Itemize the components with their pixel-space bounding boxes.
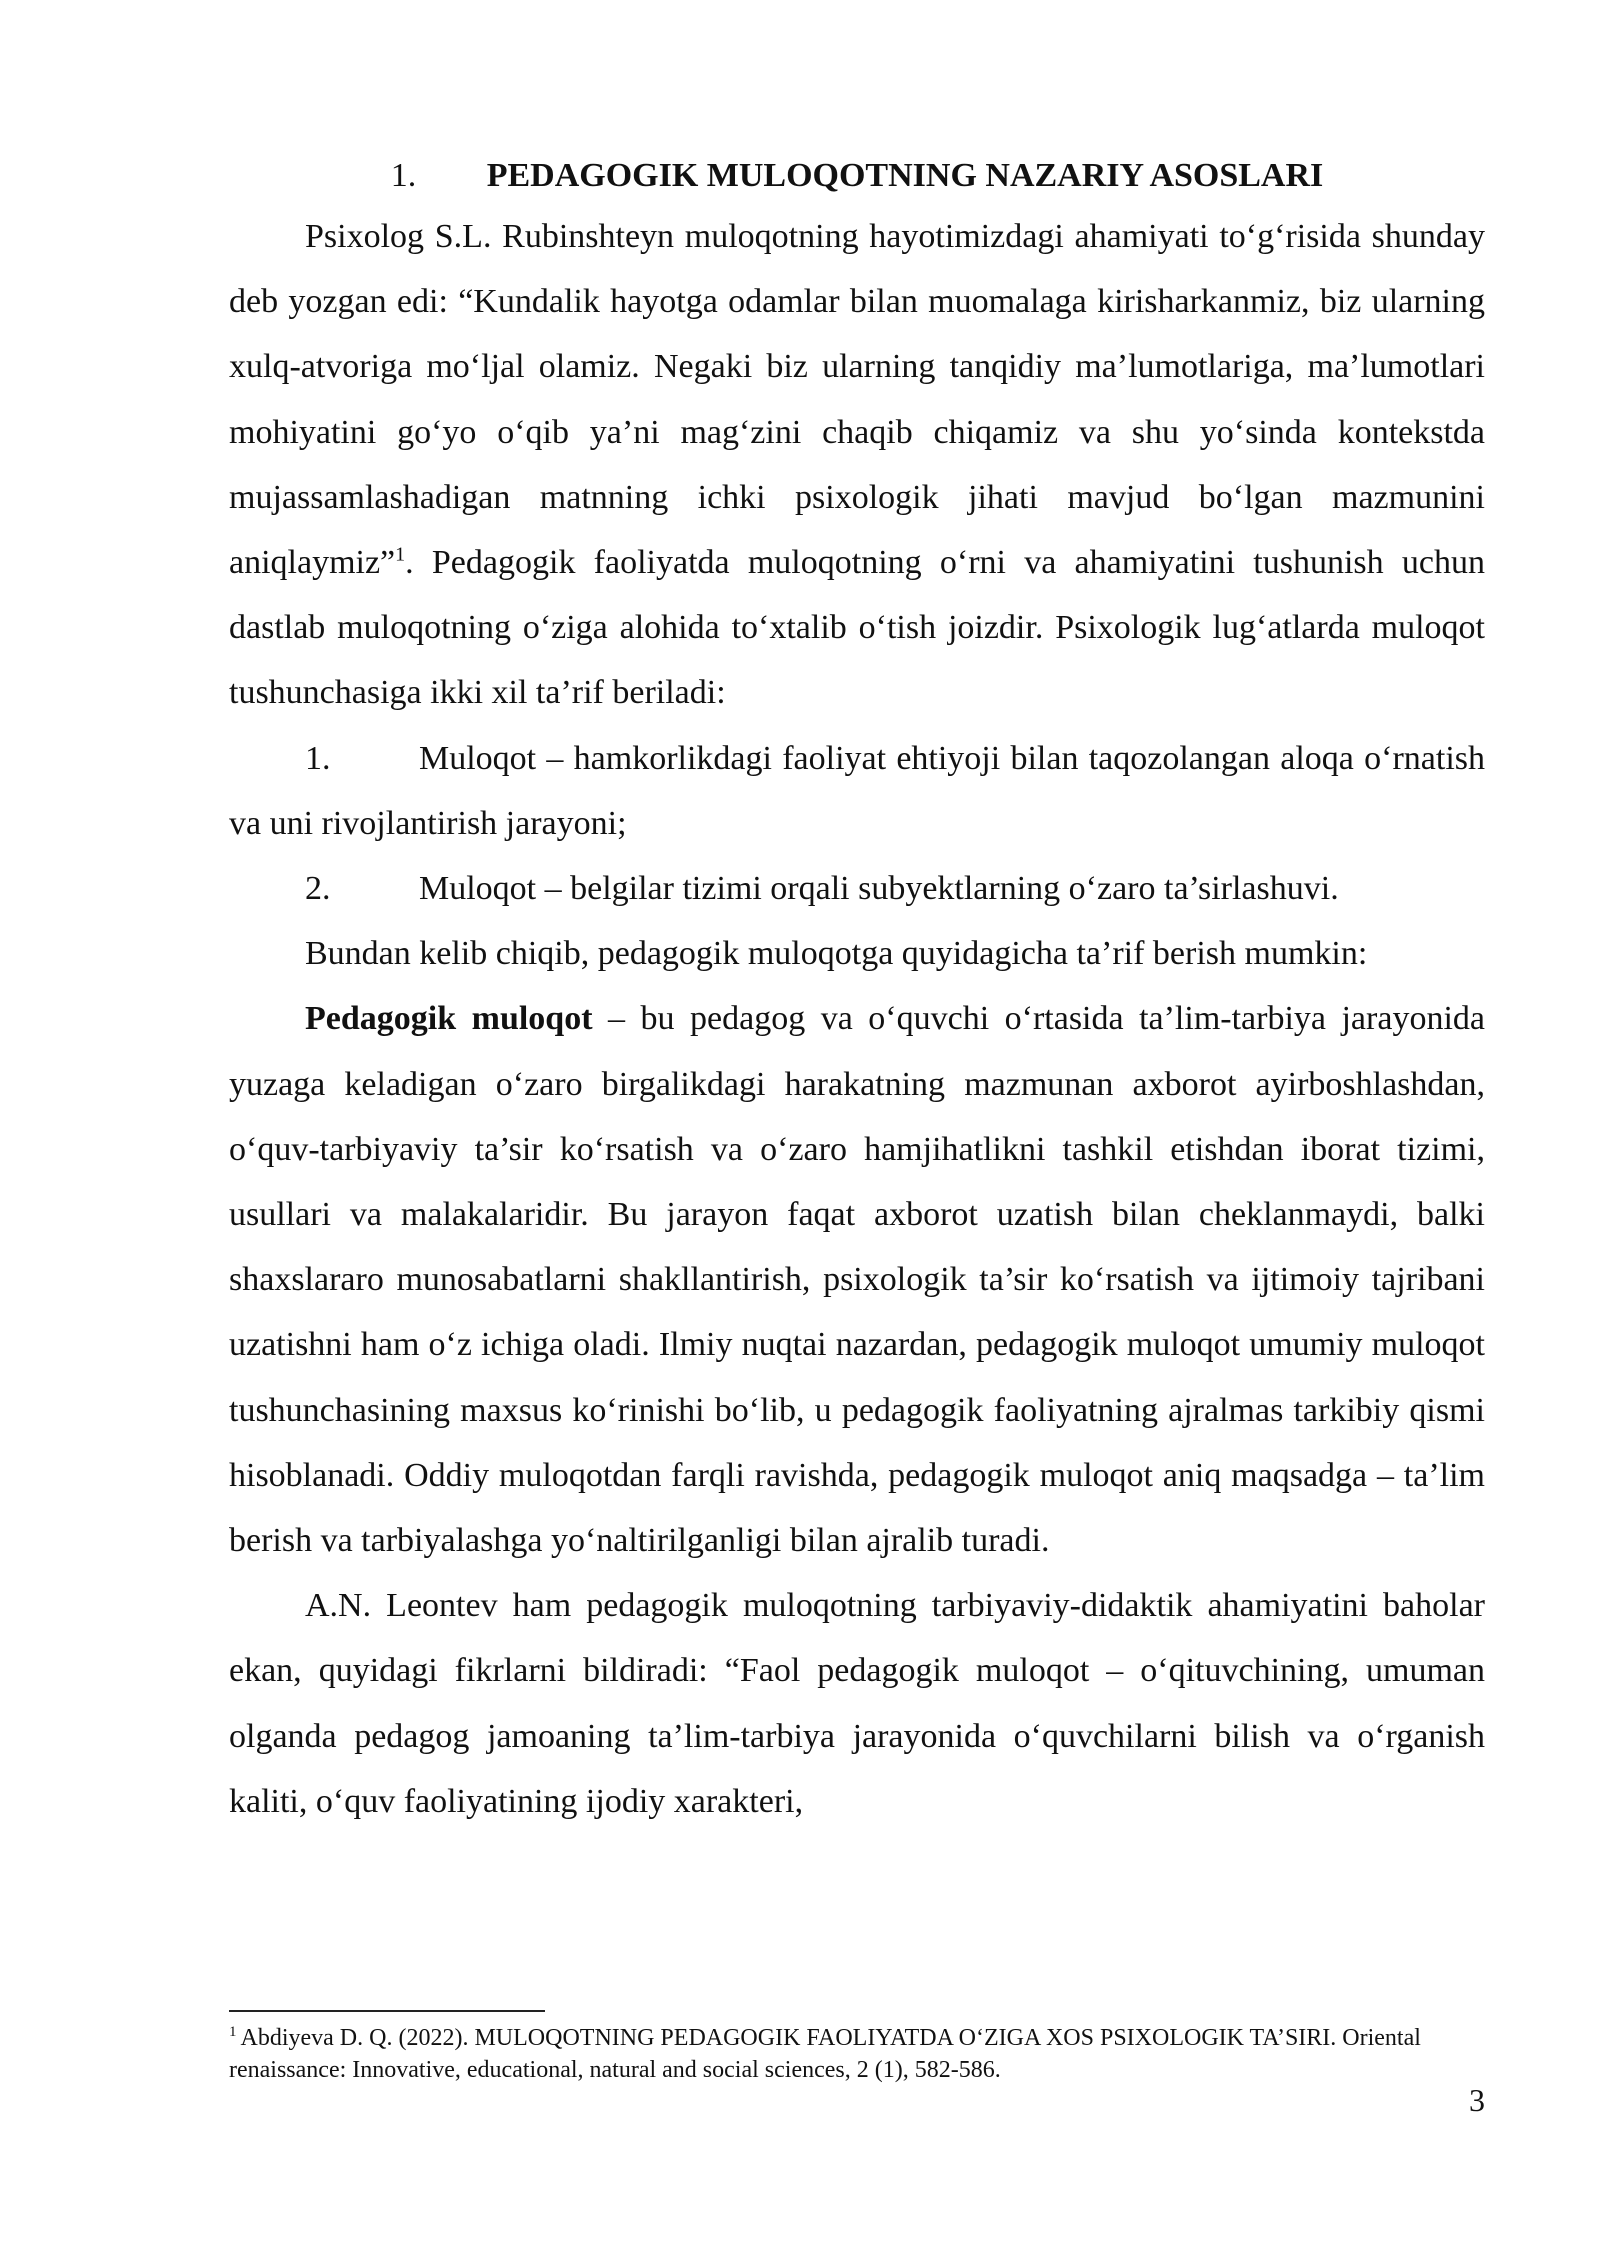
definition-term: Pedagogik muloqot <box>305 1000 593 1038</box>
footnote-reference: 1 <box>395 543 406 566</box>
paragraph-2: Bundan kelib chiqib, pedagogik muloqotga quyidagicha ta’rif berish mumkin: <box>305 935 1368 973</box>
paragraph-1-continuation: . Pedagogik faoliyatda muloqotning o‘rni va ahamiyatini tushunish uchun dastlab muloqotning o‘ziga alohida to‘xtalib o‘tish joizdir. Psixologik lug‘atlarda muloqot tushunchasiga ikki xil ta’rif beriladi: <box>229 544 1485 712</box>
paragraph-1 <box>229 204 1485 726</box>
list-item-text: Muloqot – hamkorlikdagi faoliyat ehtiyoji bilan taqozolangan aloqa o‘rnatish va uni rivojlantirish jarayoni; <box>229 739 1485 842</box>
footnote-separator <box>229 2010 545 2012</box>
list-marker: 1. <box>305 739 331 777</box>
paragraph-4: A.N. Leontev ham pedagogik muloqotning tarbiyaviy-didaktik ahamiyatini baholar ekan, quyidagi fikrlarni bildiradi: “Faol pedagogik muloqot – o‘qituvchining, umuman olganda pedagog jamoaning ta’lim-tarbiya jarayonida o‘quvchilarni bilish va o‘rganish kaliti, o‘quv faoliyatining ijodiy xarakteri, <box>229 1587 1485 1820</box>
paragraph-1-text: Psixolog S.L. Rubinshteyn muloqotning hayotimizdagi ahamiyati to‘g‘risida shunday deb yozgan edi: “Kundalik hayotga odamlar bilan muomalaga kirisharkanmiz, biz ularning xulq-atvoriga mo‘ljal olamiz. Negaki biz ularning tanqidiy ma’lumotlariga, ma’lumotlari mohiyatini go‘yo o‘qib ya’ni mag‘zini chaqib chiqamiz va shu yo‘sinda kontekstda mujassamlashadigan matnning ichki psixologik jihati mavjud bo‘lgan mazmunini aniqlaymiz” <box>229 218 1485 582</box>
definition-text: – bu pedagog va o‘quvchi o‘rtasida ta’lim-tarbiya jarayonida yuzaga keladigan o‘zaro birgalikdagi harakatning mazmunan axborot ayirboshlashdan, o‘quv-tarbiyaviy ta’sir ko‘rsatish va o‘zaro hamjihatlikni tashkil etishdan iborat tizimi, usullari va malakalaridir. Bu jarayon faqat axborot uzatish bilan cheklanmaydi, balki shaxslararo munosabatlarni shakllantirish, psixologik ta’sir ko‘rsatish va ijtimoiy tajribani uzatishni ham o‘z ichiga oladi. Ilmiy nuqtai nazardan, pedagogik muloqot umumiy muloqot tushunchasining maxsus ko‘rinishi bo‘lib, u pedagogik faoliyatning ajralmas tarkibiy qismi hisoblanadi. Oddiy muloqotdan farqli ravishda, pedagogik muloqot aniq maqsadga – ta’lim berish va tarbiyalashga yo‘naltirilganligi bilan ajralib turadi. <box>229 1000 1485 1560</box>
footnote-text: Abdiyeva D. Q. (2022). MULOQOTNING PEDAGOGIK FAOLIYATDA O‘ZIGA XOS PSIXOLOGIK TA’SIRI. Oriental renaissance: Innovative, educational, natural and social sciences, 2 (1), 582-586. <box>229 2025 1421 2083</box>
footnote-number: 1 <box>229 2024 237 2040</box>
list-marker: 2. <box>305 870 331 908</box>
list-item <box>229 726 1485 856</box>
section-title: PEDAGOGIK MULOQOTNING NAZARIY ASOSLARI <box>486 157 1324 194</box>
list-item <box>229 856 1485 921</box>
list-item-text: Muloqot – belgilar tizimi orqali subyektlarning o‘zaro ta’sirlashuvi. <box>419 870 1339 908</box>
page-number: 3 <box>1469 2082 1485 2118</box>
paragraph-3 <box>229 986 1485 1573</box>
page-content <box>229 148 1485 1834</box>
footnote <box>229 2022 1485 2086</box>
section-heading <box>229 148 1485 204</box>
section-number: 1. <box>390 157 417 194</box>
